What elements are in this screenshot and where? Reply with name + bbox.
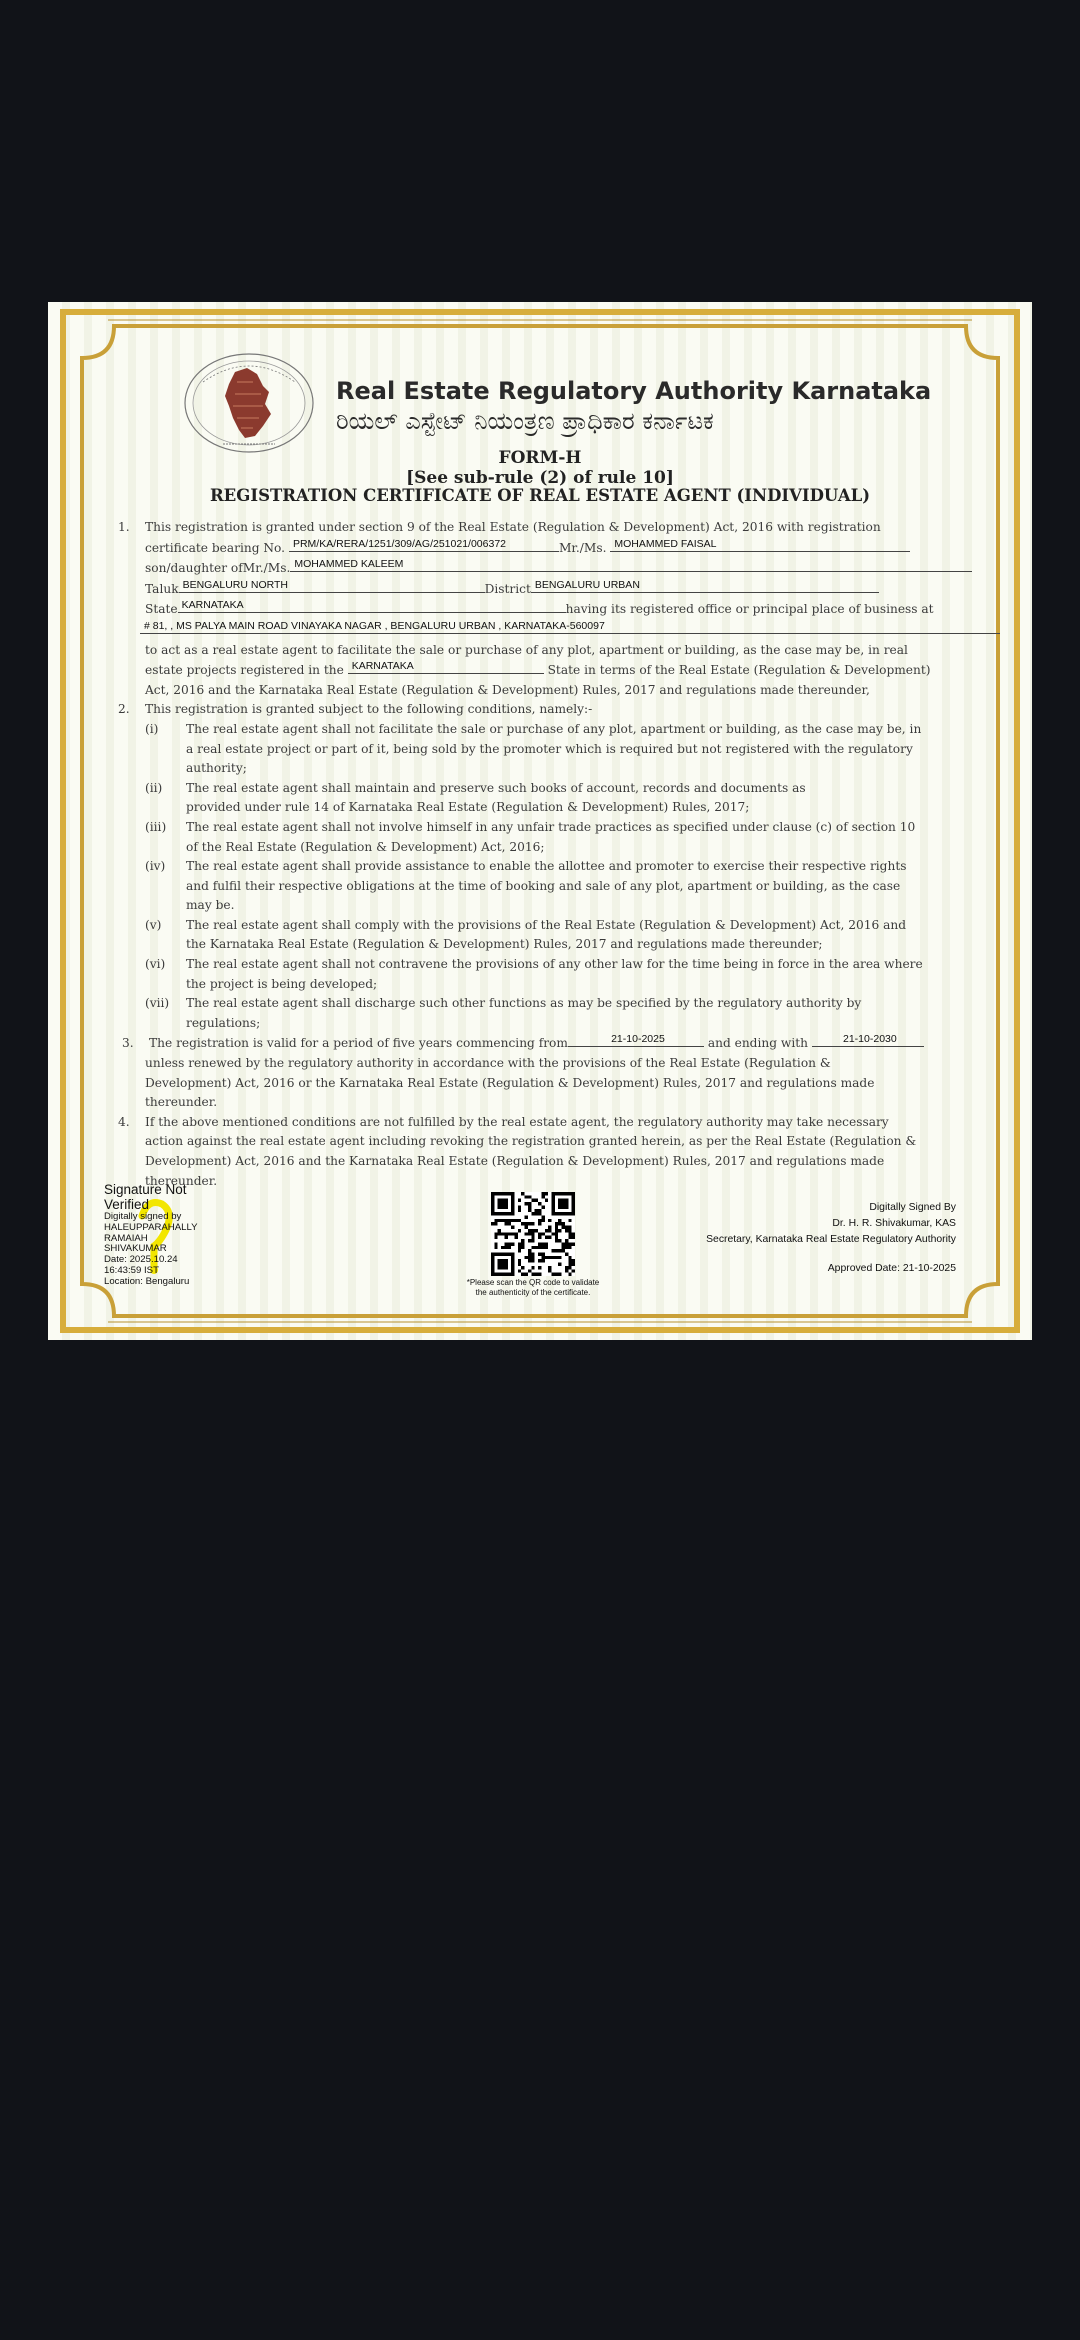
clause-3-line: Development) Act, 2016 or the Karnataka Real Estate (Regulation & Development) Rules, 2017 and regulations made bbox=[145, 1075, 875, 1090]
office-address: # 81, , MS PALYA MAIN ROAD VINAYAKA NAGAR , BENGALURU URBAN , KARNATAKA-560097 bbox=[140, 620, 1000, 634]
start-date: 21-10-2025 bbox=[568, 1033, 704, 1047]
condition-line bbox=[118, 877, 1008, 897]
clause-2-intro: 2. This registration is granted subject to the following conditions, namely:- bbox=[118, 702, 593, 717]
condition-number bbox=[118, 975, 186, 995]
district-value: BENGALURU URBAN bbox=[531, 579, 879, 593]
agent-name: MOHAMMED FAISAL bbox=[610, 538, 910, 552]
condition-text: The real estate agent shall not contravene the provisions of any other law for the time being in force in the area where bbox=[186, 957, 923, 972]
condition-line bbox=[118, 1014, 1008, 1034]
condition-number: (vi) bbox=[145, 957, 166, 972]
signature-status: Signature Not bbox=[104, 1182, 187, 1197]
condition-text: of the Real Estate (Regulation & Development) Act, 2016; bbox=[186, 839, 545, 854]
condition-number: (iv) bbox=[145, 859, 166, 874]
signature-status: Verified bbox=[104, 1197, 150, 1212]
condition-number bbox=[118, 877, 186, 897]
condition-number bbox=[118, 935, 186, 955]
condition-number: (vii) bbox=[145, 996, 170, 1011]
condition-number bbox=[118, 1014, 186, 1034]
condition-line bbox=[118, 955, 1008, 975]
secretary-signature: Digitally Signed By Dr. H. R. Shivakumar, KAS Secretary, Karnataka Real Estate Regulatory Authority bbox=[706, 1202, 956, 1245]
clause-1-line: certificate bearing No. PRM/KA/RERA/1251/309/AG/251021/006372 Mr./Ms. MOHAMMED FAISAL bbox=[118, 538, 1008, 559]
clause-3-line: unless renewed by the regulatory authority in accordance with the provisions of the Real Estate (Regulation & bbox=[145, 1056, 831, 1071]
father-name: MOHAMMED KALEEM bbox=[290, 558, 972, 572]
condition-line bbox=[118, 896, 1008, 916]
end-date: 21-10-2030 bbox=[812, 1033, 924, 1047]
authority-title-kannada: ರಿಯಲ್ ಎಸ್ಟೇಟ್ ನಿಯಂತ್ರಣ ಪ್ರಾಧಿಕಾರ ಕರ್ನಾಟಕ bbox=[336, 407, 714, 435]
condition-number bbox=[118, 896, 186, 916]
condition-line bbox=[118, 720, 1008, 740]
clause-4-line: Development) Act, 2016 and the Karnataka Real Estate (Regulation & Development) Rules, 2017 and regulations made bbox=[145, 1154, 885, 1168]
condition-line bbox=[118, 975, 1008, 995]
condition-line bbox=[118, 779, 1008, 799]
certificate-title: REGISTRATION CERTIFICATE OF REAL ESTATE AGENT (INDIVIDUAL) bbox=[209, 486, 871, 505]
condition-line bbox=[118, 798, 1008, 818]
condition-number bbox=[118, 838, 186, 858]
condition-text: provided under rule 14 of Karnataka Real Estate (Regulation & Development) Rules, 2017; bbox=[186, 800, 750, 815]
condition-text: The real estate agent shall provide assistance to enable the allottee and promoter to exercise their respective rights bbox=[186, 859, 907, 874]
approved-date: Approved Date: 21-10-2025 bbox=[827, 1263, 956, 1274]
condition-text: and fulfil their respective obligations at the time of booking and sale of any plot, apartment or building, as the case bbox=[186, 878, 901, 893]
condition-number: (v) bbox=[145, 917, 162, 932]
condition-text: The real estate agent shall maintain and preserve such books of account, records and documents as bbox=[186, 780, 806, 795]
condition-number: (ii) bbox=[145, 780, 163, 795]
condition-text: The real estate agent shall not involve himself in any unfair trade practices as specified under clause (c) of section 10 bbox=[186, 819, 916, 834]
clause-3-line: thereunder. bbox=[145, 1095, 218, 1110]
condition-line bbox=[118, 838, 1008, 858]
digital-signature-block: Signature Not Verified Digitally signed by HALEUPPARAHALLY RAMAIAH SHIVAKUMAR Date: 2025.10.24 16:43:59 IST Location: Bengaluru bbox=[104, 1182, 198, 1287]
registration-number: PRM/KA/RERA/1251/309/AG/251021/006372 bbox=[289, 538, 559, 552]
condition-number bbox=[118, 759, 186, 779]
condition-text: The real estate agent shall comply with the provisions of the Real Estate (Regulation & Development) Act, 2016 and bbox=[186, 917, 907, 932]
condition-number bbox=[118, 740, 186, 760]
condition-number: (i) bbox=[145, 721, 159, 736]
condition-line bbox=[118, 857, 1008, 877]
condition-text: the Karnataka Real Estate (Regulation & Development) Rules, 2017 and regulations made thereunder; bbox=[186, 937, 823, 952]
clause-1-line bbox=[118, 620, 1008, 641]
condition-number bbox=[118, 798, 186, 818]
condition-text: a real estate project or part of it, being sold by the promoter which is required but not registered with the regulatory bbox=[186, 741, 913, 756]
form-label: FORM-H bbox=[498, 448, 582, 468]
taluk-value: BENGALURU NORTH bbox=[179, 579, 485, 593]
clause-1-line: estate projects registered in the KARNATAKA State in terms of the Real Estate (Regulation & Development) bbox=[145, 660, 931, 678]
condition-line bbox=[118, 935, 1008, 955]
karnataka-emblem-icon bbox=[183, 352, 315, 454]
clause-1-line: 1. This registration is granted under section 9 of the Real Estate (Regulation & Development) Act, 2016 with registration bbox=[118, 520, 881, 534]
registration-state: KARNATAKA bbox=[348, 660, 544, 674]
conditions-list bbox=[118, 720, 1008, 1034]
clause-4-line: 4. If the above mentioned conditions are not fulfilled by the real estate agent, the regulatory authority may take necessary bbox=[118, 1114, 889, 1129]
subrule-label: [See sub-rule (2) of rule 10] bbox=[406, 468, 674, 488]
clause-1-line: son/daughter ofMr./Ms. MOHAMMED KALEEM bbox=[118, 558, 1008, 579]
condition-line bbox=[118, 818, 1008, 838]
condition-text: the project is being developed; bbox=[186, 976, 378, 991]
condition-text: regulations; bbox=[186, 1015, 261, 1030]
certificate-sheet bbox=[48, 302, 1032, 1340]
clause-4-line: thereunder. bbox=[145, 1173, 218, 1188]
condition-text: may be. bbox=[186, 898, 235, 913]
clause-1-line: State KARNATAKA having its registered office or principal place of business at bbox=[145, 599, 934, 617]
clause-3-line: 3. The registration is valid for a period of five years commencing from 21-10-2025 and ending with 21-10-2030 bbox=[118, 1033, 1008, 1054]
authority-title-english: Real Estate Regulatory Authority Karnataka bbox=[336, 377, 932, 405]
condition-line bbox=[118, 759, 1008, 779]
condition-line bbox=[118, 994, 1008, 1014]
condition-line bbox=[118, 740, 1008, 760]
qr-note: *Please scan the QR code to validate the authenticity of the certificate. bbox=[466, 1278, 600, 1297]
certificate-body bbox=[118, 518, 1008, 1191]
qr-code-icon[interactable] bbox=[491, 1192, 575, 1276]
clause-1-line: Act, 2016 and the Karnataka Real Estate (Regulation & Development) Rules, 2017 and regulations made thereunder, bbox=[145, 682, 870, 697]
clause-4-line: action against the real estate agent including revoking the registration granted herein, as per the Real Estate (Regulation & bbox=[145, 1134, 917, 1149]
condition-line bbox=[118, 916, 1008, 936]
state-value: KARNATAKA bbox=[178, 599, 566, 613]
condition-number: (iii) bbox=[145, 819, 167, 834]
condition-text: The real estate agent shall not facilitate the sale or purchase of any plot, apartment or building, as the case may be, in bbox=[186, 721, 922, 736]
condition-text: The real estate agent shall discharge such other functions as may be specified by the regulatory authority by bbox=[186, 996, 862, 1011]
clause-1-line: Taluk BENGALURU NORTH District BENGALURU URBAN bbox=[118, 579, 1008, 600]
condition-text: authority; bbox=[186, 761, 247, 776]
clause-1-line: to act as a real estate agent to facilitate the sale or purchase of any plot, apartment or building, as the case may be, in real bbox=[145, 642, 908, 657]
